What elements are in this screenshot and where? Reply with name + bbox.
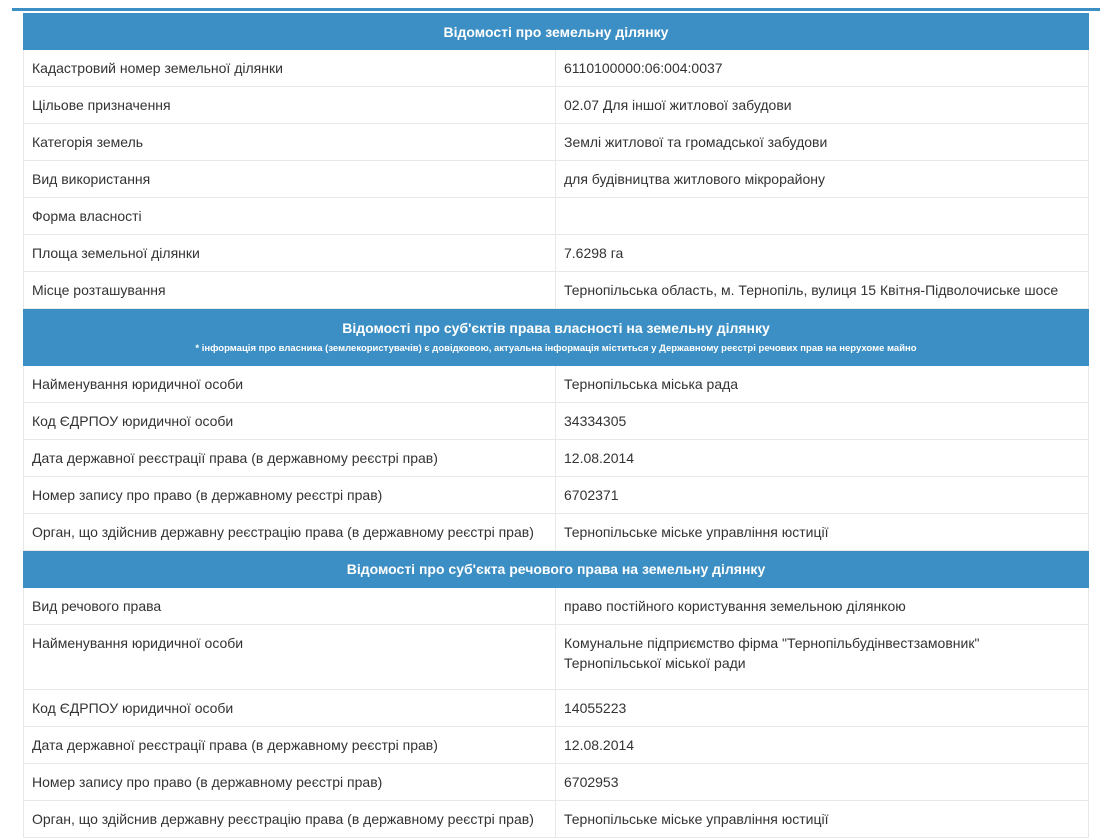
row-label: Орган, що здійснив державну реєстрацію права (в державному реєстрі прав) (24, 801, 556, 838)
table-row (24, 690, 1089, 727)
table-row (24, 124, 1089, 161)
row-value: Тернопільська область, м. Тернопіль, вулиця 15 Квітня-Підволочиське шосе (556, 272, 1089, 309)
row-value (556, 625, 1089, 690)
top-accent-bar (12, 8, 1100, 11)
table-row (24, 625, 1089, 690)
row-value: 7.6298 га (556, 235, 1089, 272)
row-value: Тернопільське міське управління юстиції (556, 801, 1089, 838)
row-value: Тернопільське міське управління юстиції (556, 514, 1089, 551)
table-row (24, 403, 1089, 440)
table-row (24, 440, 1089, 477)
row-value: 6110100000:06:004:0037 (556, 50, 1089, 87)
table-row (24, 366, 1089, 403)
row-label: Дата державної реєстрації права (в державному реєстрі прав) (24, 727, 556, 764)
row-value (556, 198, 1089, 235)
table-row (24, 514, 1089, 551)
table-row (24, 727, 1089, 764)
table-row (24, 764, 1089, 801)
row-label: Код ЄДРПОУ юридичної особи (24, 690, 556, 727)
table-row (24, 801, 1089, 838)
row-value: право постійного користування земельною ділянкою (556, 588, 1089, 625)
land-info-table (23, 13, 1089, 838)
row-value-line: Комунальне підприємство фірма "Тернопільбудінвестзамовник" (564, 635, 980, 651)
section-header-owners (24, 309, 1089, 366)
section-header-right-holder (24, 551, 1089, 588)
section-note-owners: * інформація про власника (землекористувачів) є довідковою, актуальна інформація міститься у Державному реєстрі речових прав на нерухоме майно (195, 343, 917, 354)
table-row (24, 161, 1089, 198)
row-value: 02.07 Для іншої житлової забудови (556, 87, 1089, 124)
row-label: Дата державної реєстрації права (в державному реєстрі прав) (24, 440, 556, 477)
row-label: Найменування юридичної особи (24, 625, 556, 690)
row-label: Площа земельної ділянки (24, 235, 556, 272)
table-row (24, 198, 1089, 235)
section-title-right-holder: Відомості про суб'єкта речового права на земельну ділянку (24, 551, 1089, 588)
row-value: 12.08.2014 (556, 440, 1089, 477)
row-label: Місце розташування (24, 272, 556, 309)
row-label: Вид використання (24, 161, 556, 198)
section-header-land (24, 14, 1089, 50)
row-label: Орган, що здійснив державну реєстрацію права (в державному реєстрі прав) (24, 514, 556, 551)
land-info-panel (23, 13, 1088, 838)
row-value: 12.08.2014 (556, 727, 1089, 764)
row-label: Номер запису про право (в державному реєстрі прав) (24, 477, 556, 514)
row-value: для будівництва житлового мікрорайону (556, 161, 1089, 198)
section-title-owners: Відомості про суб'єктів права власності на земельну ділянку (342, 320, 770, 336)
table-row (24, 235, 1089, 272)
table-row (24, 477, 1089, 514)
row-label: Категорія земель (24, 124, 556, 161)
row-value: 6702371 (556, 477, 1089, 514)
row-label: Форма власності (24, 198, 556, 235)
row-label: Код ЄДРПОУ юридичної особи (24, 403, 556, 440)
row-label: Кадастровий номер земельної ділянки (24, 50, 556, 87)
row-value-line: Тернопільської міської ради (564, 655, 746, 671)
row-value: 34334305 (556, 403, 1089, 440)
row-value: 14055223 (556, 690, 1089, 727)
row-value: 6702953 (556, 764, 1089, 801)
table-row (24, 588, 1089, 625)
table-row (24, 50, 1089, 87)
table-row (24, 272, 1089, 309)
row-label: Вид речового права (24, 588, 556, 625)
row-value: Тернопільська міська рада (556, 366, 1089, 403)
row-value: Землі житлової та громадської забудови (556, 124, 1089, 161)
section-title-land: Відомості про земельну ділянку (24, 14, 1089, 50)
row-label: Цільове призначення (24, 87, 556, 124)
row-label: Номер запису про право (в державному реєстрі прав) (24, 764, 556, 801)
table-row (24, 87, 1089, 124)
row-label: Найменування юридичної особи (24, 366, 556, 403)
